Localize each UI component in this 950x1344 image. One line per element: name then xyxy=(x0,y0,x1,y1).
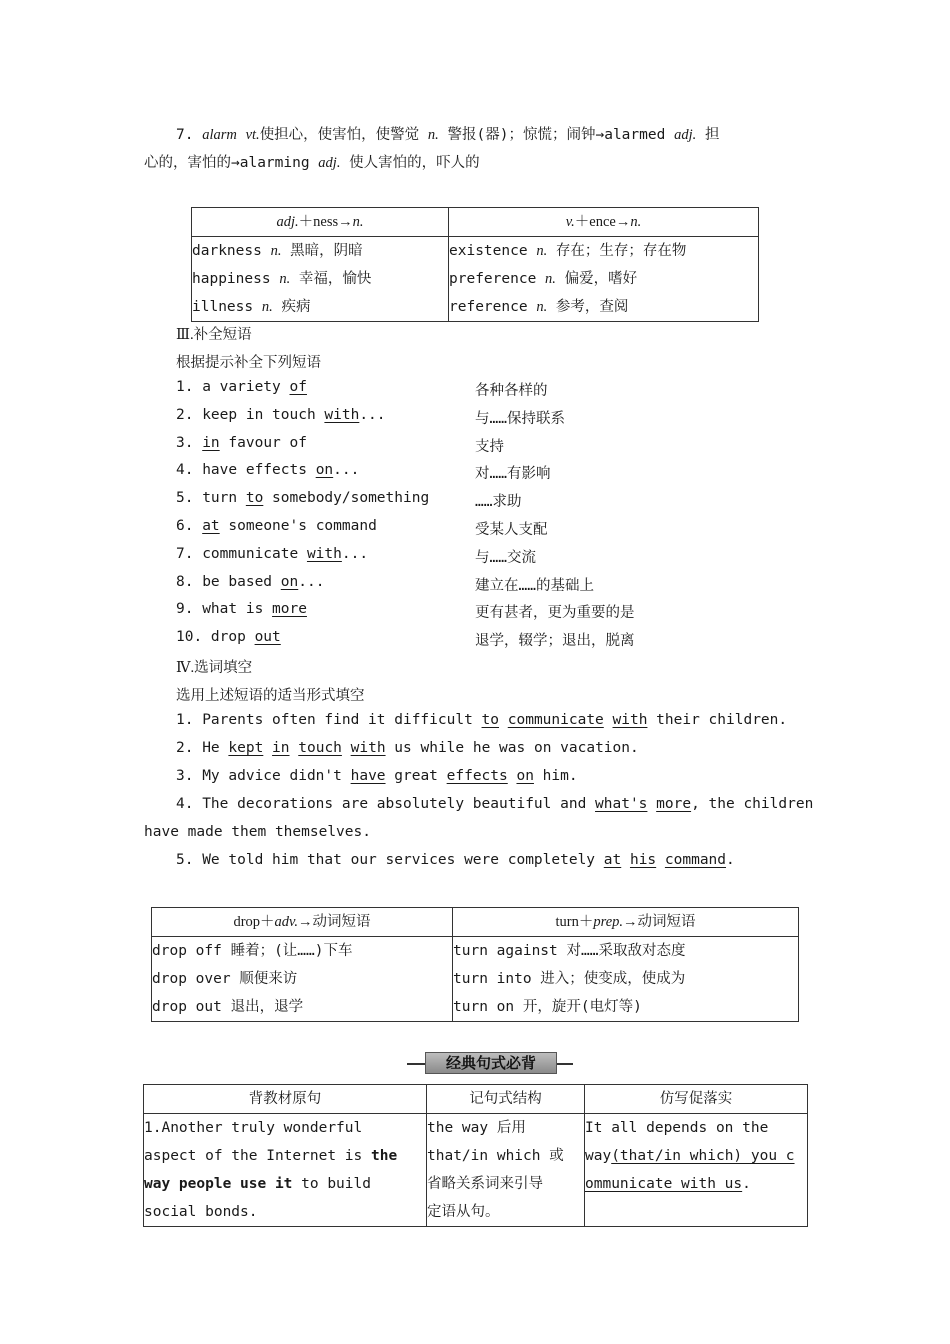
sentence-answer: at xyxy=(603,852,622,868)
phrasal-verb-entry: drop off 睡着；(让……)下车 xyxy=(152,943,353,959)
phrase-answer: more xyxy=(272,601,307,618)
turn-phrases xyxy=(453,937,799,1022)
sentence-text xyxy=(290,740,299,756)
header-seg: n. xyxy=(630,214,642,230)
phrase-text: 10. drop xyxy=(176,629,255,646)
phrase-answer: on xyxy=(315,462,334,479)
word-entry xyxy=(449,293,758,321)
item7-text: 警报(器)；惊慌；闹钟→alarmed xyxy=(438,127,675,143)
phrasal-verb-entry: turn against 对……采取敌对态度 xyxy=(453,943,686,959)
original-text: 1.Another truly wonderful xyxy=(144,1120,363,1136)
phrase-item xyxy=(176,379,307,395)
pattern-header-3: 仿写促落实 xyxy=(585,1085,808,1114)
phrase-text: 2. keep in touch xyxy=(176,406,325,423)
item7-pos: n. xyxy=(427,127,439,143)
sentence-answer: to xyxy=(481,712,500,728)
phrasal-verb-entry: turn into 进入；使变成，使成为 xyxy=(453,971,686,987)
sentence-text: their children. xyxy=(647,712,788,728)
phrase-meaning: 受某人支配 xyxy=(475,522,548,538)
sentence-1 xyxy=(176,712,787,728)
item7-text: 使人害怕的，吓人的 xyxy=(340,155,480,171)
original-text: aspect of the Internet is xyxy=(144,1148,371,1164)
header-seg: turn＋ xyxy=(555,914,594,930)
imitation-text: . xyxy=(742,1176,751,1192)
sentence-text: 3. My advice didn't xyxy=(176,768,351,784)
word-pos: n. xyxy=(545,271,556,287)
sentence-answer: on xyxy=(516,768,534,784)
phrase-item xyxy=(176,546,368,562)
sentence-text: him. xyxy=(533,768,578,784)
suffix-table-ence-list xyxy=(449,237,759,322)
sentence-answer: communicate xyxy=(507,712,604,728)
drop-phrases xyxy=(152,937,453,1022)
word-pos: n. xyxy=(536,299,548,315)
imitation-line xyxy=(585,1170,807,1198)
imitation-line xyxy=(585,1114,807,1142)
pattern-original-sentence xyxy=(144,1114,427,1227)
banner-title: 经典句式必背 xyxy=(425,1052,557,1074)
phrase-text: 6. xyxy=(176,518,203,534)
sentence-text xyxy=(499,712,508,728)
sentence-text xyxy=(263,740,272,756)
pattern-header-1: 背教材原句 xyxy=(144,1085,427,1114)
phrase-meaning: 支持 xyxy=(475,438,504,455)
original-sentence-line xyxy=(144,1198,426,1226)
phrase-text: 8. be based xyxy=(176,573,281,590)
header-seg: ＋ence→ xyxy=(574,214,631,230)
word-text: existence xyxy=(449,243,537,259)
phrase-item xyxy=(176,435,307,451)
item7-pos: vt. xyxy=(245,127,260,143)
phrase-text: 4. have effects xyxy=(176,462,316,479)
item7-text: 使担心，使害怕，使警觉 xyxy=(259,127,428,143)
section3-title: Ⅲ.补全短语 xyxy=(176,327,252,343)
word-pos: n. xyxy=(536,243,548,259)
phrase-answer: at xyxy=(202,518,220,534)
phrasal-verb-entry: drop over 顺便来访 xyxy=(152,971,298,987)
sentence-answer: his xyxy=(629,852,657,868)
original-bold: the xyxy=(370,1148,398,1164)
item7-pos: adj. xyxy=(674,127,697,143)
phrase-meaning: 与……交流 xyxy=(475,549,536,566)
phrase-answer: on xyxy=(280,573,299,590)
item7-text xyxy=(237,127,246,143)
word-entry xyxy=(449,265,758,293)
phrase-text: ... xyxy=(341,545,369,562)
word-pos: n. xyxy=(261,299,273,315)
header-seg: prep. xyxy=(593,914,624,930)
section4-instruction: 选用上述短语的适当形式填空 xyxy=(176,688,365,704)
header-seg: v. xyxy=(565,214,575,230)
phrase-answer: with xyxy=(324,406,360,423)
sentence-2 xyxy=(176,740,639,756)
phrase-text: 1. a variety xyxy=(176,379,290,395)
header-seg: →动词短语 xyxy=(623,914,696,930)
suffix-table-header-right xyxy=(449,208,759,237)
sentence-answer: more xyxy=(656,796,692,812)
sentence-text: 5. We told him that our services were completely xyxy=(176,852,604,868)
word-text: reference xyxy=(449,299,537,315)
word-pos: n. xyxy=(279,271,291,287)
phrase-meaning: 对……有影响 xyxy=(475,466,551,483)
word-text: happiness xyxy=(192,271,280,287)
sentence-4-cont: have made them themselves. xyxy=(144,824,371,840)
phrase-answer: to xyxy=(245,490,264,507)
word-text: 存在；生存；存在物 xyxy=(547,243,687,259)
structure-line: that/in which 或 xyxy=(427,1148,564,1164)
phrase-answer: in xyxy=(202,434,220,451)
pattern-header-2: 记句式结构 xyxy=(427,1085,585,1114)
imitation-line xyxy=(585,1142,807,1170)
phrase-text: 9. what is xyxy=(176,601,273,618)
phrase-item xyxy=(176,518,377,534)
word-text: 黑暗，阴暗 xyxy=(281,243,363,259)
sentence-text xyxy=(647,796,656,812)
sentence-text: 4. The decorations are absolutely beautiful and xyxy=(176,796,596,812)
item7-text: 担 xyxy=(696,127,720,143)
suffix-table-header-left xyxy=(192,208,449,237)
phrase-text: 5. turn xyxy=(176,490,246,507)
phrase-answer: of xyxy=(289,379,307,395)
item7-pos: alarm xyxy=(202,127,237,143)
phrase-answer: out xyxy=(254,629,281,646)
imitation-answer: (that/in which) you c xyxy=(611,1148,795,1164)
phrase-text: ... xyxy=(333,462,360,479)
phrase-text: 7. communicate xyxy=(176,545,307,562)
word-text: 疾病 xyxy=(272,299,311,315)
original-text: to build xyxy=(292,1176,371,1192)
sentence-text xyxy=(621,852,630,868)
structure-line: the way 后用 xyxy=(427,1120,526,1136)
phrase-text: someone's command xyxy=(219,518,377,534)
phrase-text: somebody/something xyxy=(263,490,430,507)
suffix-table xyxy=(191,207,759,322)
word-text: 偏爱，嗜好 xyxy=(555,271,638,287)
sentence-4 xyxy=(176,796,814,812)
header-seg: adj. xyxy=(276,214,299,230)
sentence-answer: what's xyxy=(595,796,648,812)
phrase-text: ... xyxy=(298,573,325,590)
phrase-answer: with xyxy=(306,545,342,562)
word-pos: n. xyxy=(270,243,282,259)
structure-line: 定语从句。 xyxy=(427,1204,500,1220)
header-seg: adv. xyxy=(274,914,299,930)
sentence-text: 1. Parents often find it difficult xyxy=(176,712,482,728)
phrase-item xyxy=(176,490,429,506)
item7-text: 心的，害怕的→alarming xyxy=(144,155,319,171)
sentence-text xyxy=(342,740,351,756)
sentence-text: great xyxy=(385,768,447,784)
sentence-answer: with xyxy=(350,740,386,756)
word-entry xyxy=(192,265,448,293)
section3-instruction: 根据提示补全下列短语 xyxy=(176,355,321,371)
imitation-answer: ommunicate with us xyxy=(585,1176,743,1192)
phrase-meaning: 建立在……的基础上 xyxy=(475,577,594,594)
sentence-answer: kept xyxy=(228,740,264,756)
sentence-answer: in xyxy=(272,740,290,756)
sentence-answer: effects xyxy=(446,768,508,784)
word-entry xyxy=(449,237,758,265)
item7-text: 7. xyxy=(176,127,203,143)
pattern-structure xyxy=(427,1114,585,1227)
phrase-text: ... xyxy=(359,406,386,423)
section-banner xyxy=(407,1052,573,1074)
phrasal-verb-entry: turn on 开，旋开(电灯等) xyxy=(453,999,642,1015)
item7-line2 xyxy=(144,151,480,172)
sentence-text xyxy=(604,712,613,728)
structure-line: 省略关系词来引导 xyxy=(427,1176,543,1192)
phrase-text: 3. xyxy=(176,434,203,451)
header-seg: →动词短语 xyxy=(298,914,371,930)
word-text: preference xyxy=(449,271,546,287)
phrase-text: favour of xyxy=(219,434,307,451)
item7-pos: adj. xyxy=(318,155,341,171)
header-seg: n. xyxy=(352,214,364,230)
phrase-item xyxy=(176,462,359,478)
phrase-item xyxy=(176,601,307,617)
sentence-text: , the children xyxy=(691,796,814,812)
word-text: 参考，查阅 xyxy=(547,299,629,315)
original-sentence-line xyxy=(144,1114,426,1142)
sentence-3 xyxy=(176,768,578,784)
phrase-meaning: 退学，辍学；退出，脱离 xyxy=(475,633,635,650)
word-entry xyxy=(192,237,448,265)
pattern-imitation xyxy=(585,1114,808,1227)
phrasal-verb-entry: drop out 退出，退学 xyxy=(152,999,304,1015)
sentence-answer: have xyxy=(350,768,386,784)
imitation-text: way xyxy=(585,1148,612,1164)
sentence-answer: touch xyxy=(298,740,342,756)
header-seg: drop＋ xyxy=(233,914,275,930)
phrasal-verb-table xyxy=(151,907,799,1022)
sentence-text xyxy=(656,852,665,868)
sentence-text: 2. He xyxy=(176,740,229,756)
word-text: illness xyxy=(192,299,262,315)
phrase-item xyxy=(176,407,386,423)
suffix-table-ness-list xyxy=(192,237,449,322)
sentence-text: . xyxy=(726,852,735,868)
phrasal-table-header-right xyxy=(453,908,799,937)
sentence-text: us while he was on vacation. xyxy=(385,740,639,756)
phrase-meaning: 与……保持联系 xyxy=(475,410,565,427)
phrase-item xyxy=(176,574,324,590)
word-text: darkness xyxy=(192,243,271,259)
section4-title: Ⅳ.选词填空 xyxy=(176,660,253,676)
original-text: social bonds. xyxy=(144,1204,258,1220)
item7-line1 xyxy=(176,123,719,144)
original-sentence-line xyxy=(144,1170,426,1198)
original-bold: way people use it xyxy=(144,1176,293,1192)
phrase-meaning: 更有甚者，更为重要的是 xyxy=(475,605,635,622)
imitation-text: It all depends on the xyxy=(585,1120,769,1136)
original-sentence-line xyxy=(144,1142,426,1170)
sentence-answer: command xyxy=(664,852,727,868)
phrase-meaning: ……求助 xyxy=(475,494,522,511)
word-text: 幸福，愉快 xyxy=(290,271,372,287)
phrase-item xyxy=(176,629,281,645)
word-entry xyxy=(192,293,448,321)
sentence-5 xyxy=(176,852,735,868)
sentence-pattern-table xyxy=(143,1084,808,1227)
header-seg: ＋ness→ xyxy=(298,214,353,230)
phrase-meaning: 各种各样的 xyxy=(475,383,548,399)
phrasal-table-header-left xyxy=(152,908,453,937)
sentence-answer: with xyxy=(612,712,648,728)
